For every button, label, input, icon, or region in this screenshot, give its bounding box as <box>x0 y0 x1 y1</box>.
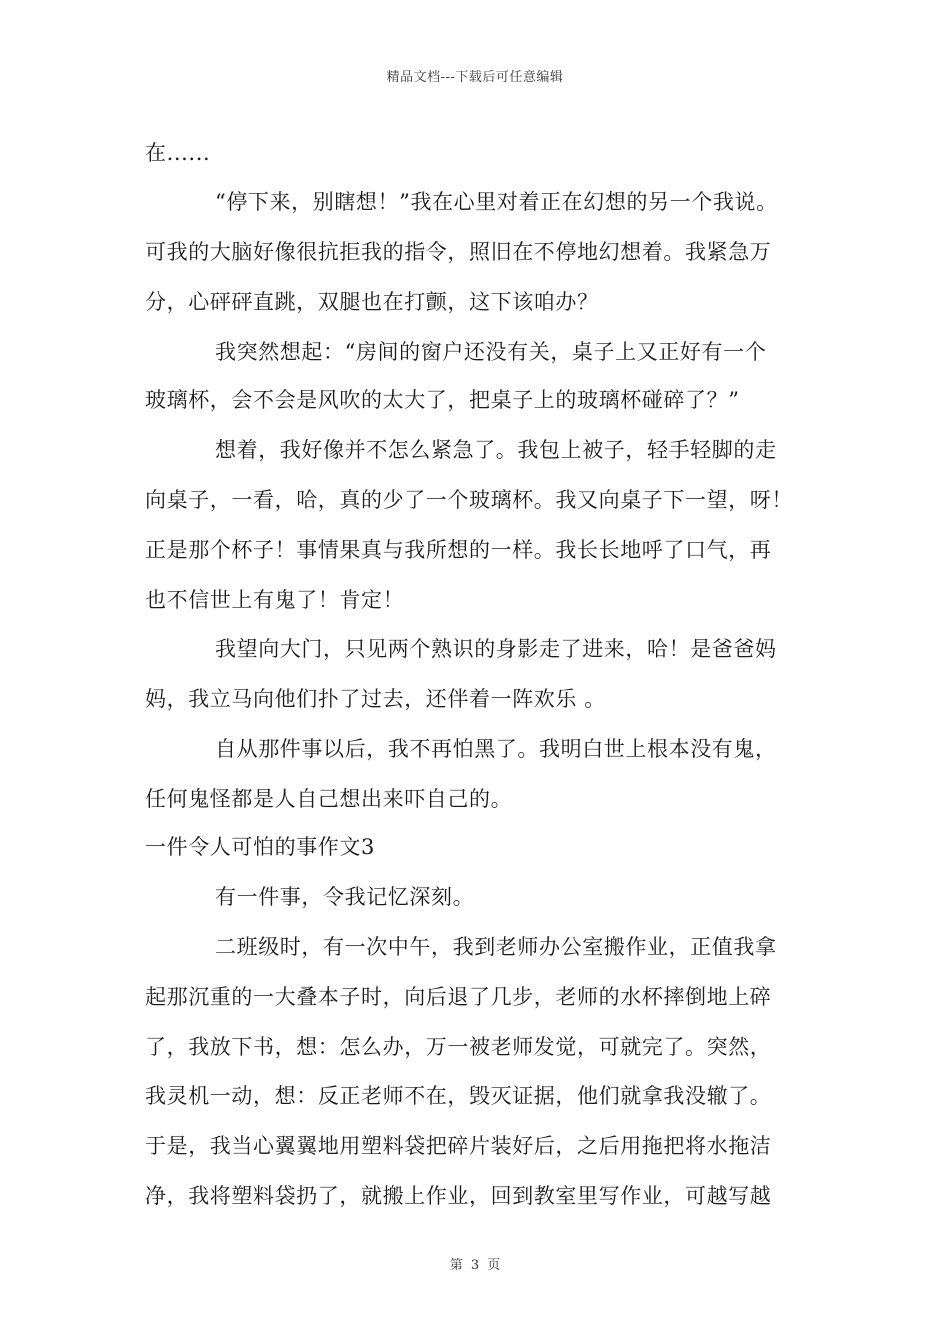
text-line: 二班级时，有一次中午，我到老师办公室搬作业，正值我拿 <box>215 935 777 959</box>
text-line: 在...... <box>145 141 211 165</box>
text-line: 妈，我立马向他们扑了过去，还伴着一阵欢乐 。 <box>145 687 606 711</box>
text-line: 玻璃杯，会不会是风吹的太大了，把桌子上的玻璃杯碰碎了？” <box>145 388 740 412</box>
text-line: 起那沉重的一大叠本子时，向后退了几步，老师的水杯摔倒地上碎 <box>145 985 772 1009</box>
text-line: 也不信世上有鬼了！肯定！ <box>145 588 405 612</box>
text-line: 可我的大脑好像很抗拒我的指令，照旧在不停地幻想着。我紧急万 <box>145 240 772 264</box>
section-title: 一件令人可怕的事作文3 <box>145 835 375 859</box>
page-number: 第 3 页 <box>449 1258 501 1273</box>
text-line: 了，我放下书，想：怎么办，万一被老师发觉，可就完了。突然， <box>145 1035 772 1059</box>
text-line: 我突然想起：“房间的窗户还没有关，桌子上又正好有一个 <box>215 340 767 364</box>
text-line: 我灵机一动，想：反正老师不在，毁灭证据，他们就拿我没辙了。 <box>145 1084 772 1108</box>
text-line: 于是，我当心翼翼地用塑料袋把碎片装好后，之后用拖把将水拖洁 <box>145 1134 772 1158</box>
text-line: “停下来，别瞎想！”我在心里对着正在幻想的另一个我说。 <box>215 190 778 214</box>
text-line: 净，我将塑料袋扔了，就搬上作业，回到教室里写作业，可越写越 <box>145 1184 772 1208</box>
text-line: 正是那个杯子！事情果真与我所想的一样。我长长地呼了口气，再 <box>145 538 772 562</box>
text-line: 我望向大门，只见两个熟识的身影走了进来，哈！是爸爸妈 <box>215 637 777 661</box>
page-header: 精品文档---下载后可任意编辑 <box>386 70 564 85</box>
text-line: 分，心砰砰直跳，双腿也在打颤，这下该咱办？ <box>145 290 599 314</box>
text-line: 想着，我好像并不怎么紧急了。我包上被子，轻手轻脚的走 <box>215 438 777 462</box>
text-line: 有一件事，令我记忆深刻。 <box>215 885 475 909</box>
text-line: 自从那件事以后，我不再怕黑了。我明白世上根本没有鬼， <box>215 737 777 761</box>
text-line: 任何鬼怪都是人自己想出来吓自己的。 <box>145 787 513 811</box>
text-line: 向桌子，一看，哈，真的少了一个玻璃杯。我又向桌子下一望，呀！ <box>145 488 793 512</box>
